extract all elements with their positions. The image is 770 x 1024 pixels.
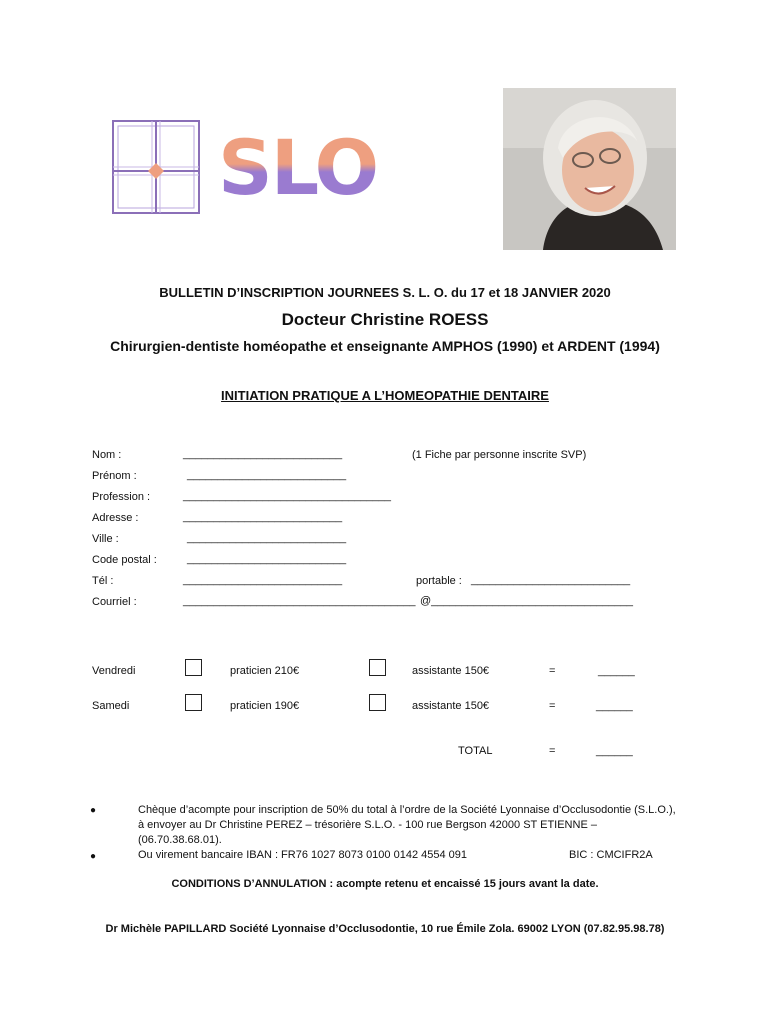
nom-field[interactable]: __________________________ — [183, 448, 343, 460]
doctor-portrait-photo — [503, 88, 676, 250]
slo-logo-text: SLO — [218, 123, 378, 212]
code-postal-field[interactable]: __________________________ — [187, 553, 347, 565]
course-title: INITIATION PRATIQUE A L’HOMEOPATHIE DENTAIRE — [221, 388, 549, 403]
ville-field[interactable]: __________________________ — [187, 532, 347, 544]
nom-label: Nom : — [92, 449, 122, 461]
samedi-assistante-checkbox[interactable] — [369, 694, 386, 711]
virement-iban: Ou virement bancaire IBAN : FR76 1027 8073 0100 0142 4554 091 — [138, 849, 468, 861]
vendredi-label: Vendredi — [92, 665, 136, 677]
doctor-subtitle: Chirurgien-dentiste homéopathe et enseignante AMPHOS (1990) et ARDENT (1994) — [110, 338, 660, 354]
prenom-label: Prénom : — [92, 470, 137, 482]
cheque-instructions: Chèque d’acompte pour inscription de 50% du total à l’ordre de la Société Lyonnaise d’Occlusodontie (S.L.O.), à envoyer au Dr Christine PEREZ – trésorière S.L.O. - 100 rue Bergson 42000 ST ETIENNE – (06.70.38.68.01). — [138, 804, 676, 846]
tel-field[interactable]: __________________________ — [183, 574, 343, 586]
courriel-domain-field[interactable]: @_________________________________ — [420, 595, 634, 607]
adresse-label: Adresse : — [92, 512, 139, 524]
courriel-label: Courriel : — [92, 596, 137, 608]
samedi-praticien-checkbox[interactable] — [185, 694, 202, 711]
slo-logo-mark — [112, 120, 200, 214]
total-amount-field[interactable]: ______ — [596, 745, 633, 757]
total-label: TOTAL — [458, 745, 493, 757]
ville-label: Ville : — [92, 533, 119, 545]
vendredi-praticien-price: praticien 210€ — [230, 665, 300, 677]
bullet-icon: ● — [90, 851, 97, 862]
bic-code: BIC : CMCIFR2A — [569, 849, 653, 861]
bulletin-title: BULLETIN D’INSCRIPTION JOURNEES S. L. O. du 17 et 18 JANVIER 2020 — [159, 285, 611, 300]
vendredi-equals: = — [549, 665, 556, 677]
vendredi-praticien-checkbox[interactable] — [185, 659, 202, 676]
portable-field[interactable]: __________________________ — [471, 574, 631, 586]
samedi-amount-field[interactable]: ______ — [596, 700, 633, 712]
samedi-label: Samedi — [92, 700, 130, 712]
profession-field[interactable]: __________________________________ — [183, 490, 392, 502]
code-postal-label: Code postal : — [92, 554, 157, 566]
vendredi-assistante-checkbox[interactable] — [369, 659, 386, 676]
prenom-field[interactable]: __________________________ — [187, 469, 347, 481]
tel-label: Tél : — [92, 575, 114, 587]
adresse-field[interactable]: __________________________ — [183, 511, 343, 523]
samedi-praticien-price: praticien 190€ — [230, 700, 300, 712]
doctor-name: Docteur Christine ROESS — [281, 310, 489, 329]
portable-label: portable : — [416, 575, 462, 587]
cancellation-conditions: CONDITIONS D’ANNULATION : acompte retenu et encaissé 15 jours avant la date. — [171, 878, 599, 890]
profession-label: Profession : — [92, 491, 151, 503]
vendredi-assistante-price: assistante 150€ — [412, 665, 490, 677]
vendredi-amount-field[interactable]: ______ — [598, 665, 635, 677]
bullet-icon: ● — [90, 805, 97, 816]
footer-contact: Dr Michèle PAPILLARD Société Lyonnaise d’Occlusodontie, 10 rue Émile Zola. 69002 LYON (07.82.95.98.78) — [105, 923, 665, 935]
total-equals: = — [549, 745, 556, 757]
samedi-equals: = — [549, 700, 556, 712]
fiche-note: (1 Fiche par personne inscrite SVP) — [412, 449, 587, 461]
samedi-assistante-price: assistante 150€ — [412, 700, 490, 712]
courriel-field[interactable]: ______________________________________ — [183, 595, 416, 607]
